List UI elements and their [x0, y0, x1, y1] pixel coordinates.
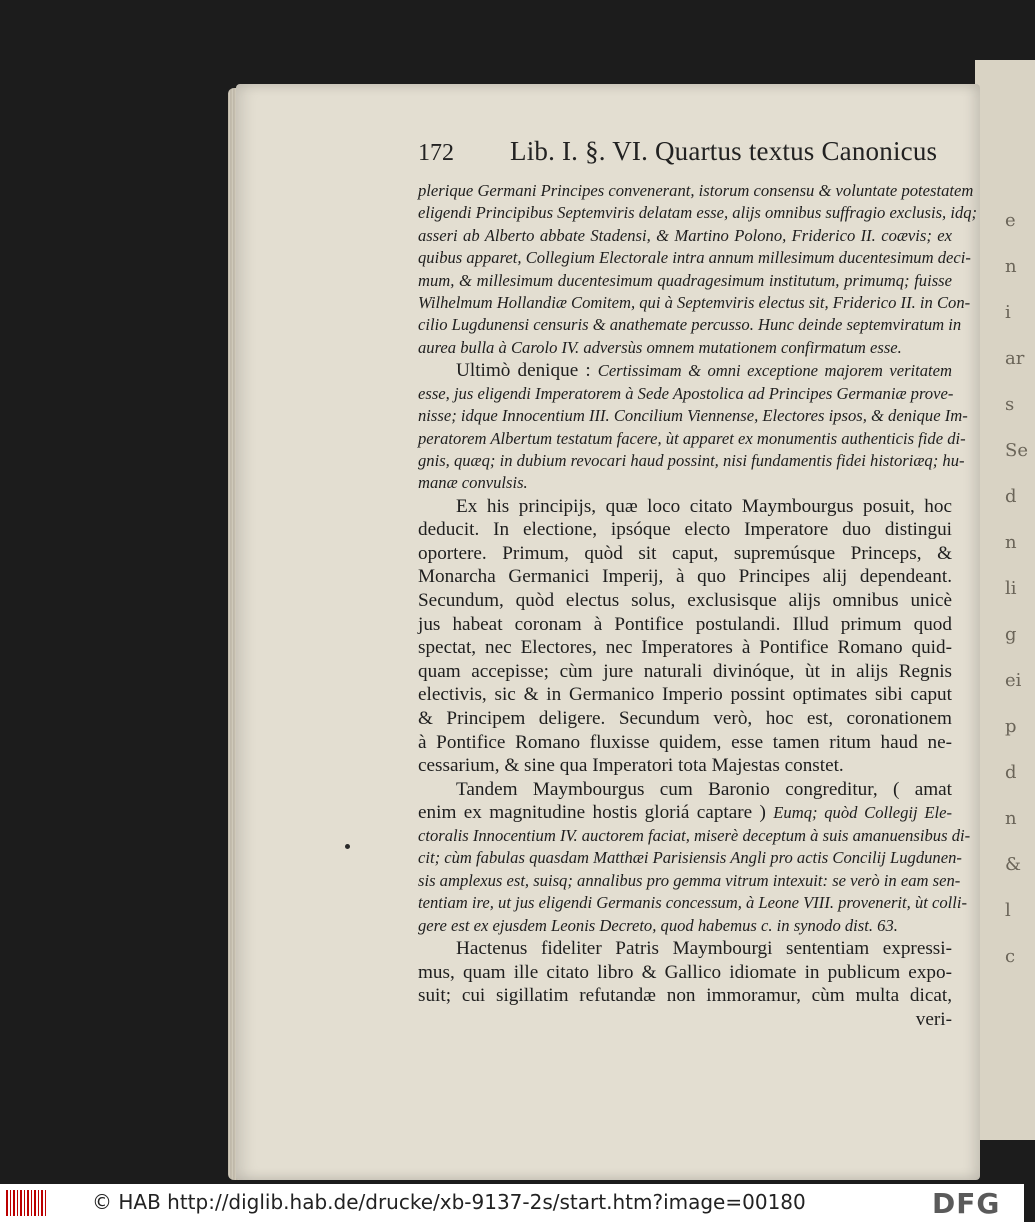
text-line: Wilhelmum Hollandiæ Comitem, qui à Septemviris electus sit, Friderico II. in Con- [418, 292, 971, 312]
dfg-logo: DFG [932, 1187, 1001, 1220]
running-title: Lib. I. §. VI. Quartus textus Canonicus [510, 136, 938, 166]
adjacent-page-fragment: l [1005, 900, 1011, 921]
adjacent-page-fragment: ar [1005, 348, 1025, 369]
text-line: mus, quam ille citato libro & Gallico idiomate in publicum expo- [418, 961, 952, 983]
text-line: aurea bulla à Carolo IV. adversùs omnem mutationem confirmatum esse. [418, 337, 902, 357]
adjacent-page-fragment: & [1005, 854, 1022, 875]
text-line: ctoralis Innocentium IV. auctorem faciat, miserè deceptum à suis amanuensibus di- [418, 825, 971, 845]
text-run: enim ex magnitudine hostis gloriá captare ) [418, 802, 774, 824]
text-line: mum, & millesimum ducentesimum quadragesimum institutum, primumq; fuisse [418, 270, 952, 290]
body-text [418, 180, 978, 1031]
text-line: electivis, sic & in Germanico Imperio possint optimates sibi caput [418, 684, 952, 706]
text-line: sis amplexus est, suisq; annalibus pro gemma vitrum intexuit: se verò in eam sen- [418, 870, 961, 890]
adjacent-page-fragment: ei [1005, 670, 1022, 691]
text-line [418, 359, 952, 383]
text-line: nisse; idque Innocentium III. Concilium Viennense, Electores ipsos, & denique Im- [418, 406, 968, 426]
text-line: suit; cui sigillatim refutandæ non immoramur, cùm multa dicat, [418, 985, 952, 1007]
text-line: gnis, quæq; in dubium revocari haud possint, nisi fundamentis fidei historiæq; hu- [418, 450, 965, 470]
text-line: tentiam ire, ut jus eligendi Germanis concessum, à Leone VIII. provenerit, ùt colli- [418, 893, 968, 913]
adjacent-page-fragment: e [1005, 210, 1016, 231]
text-line: Tandem Maymbourgus cum Baronio congreditur, ( amat [456, 778, 952, 800]
text-run: Ultimò denique : [456, 360, 598, 382]
text-line: eligendi Principibus Septemviris delatam esse, alijs omnibus suffragio exclusis, idq; [418, 203, 978, 223]
text-line: gere est ex ejusdem Leonis Decreto, quod habemus c. in synodo dist. 63. [418, 915, 898, 935]
text-line: asseri ab Alberto abbate Stadensi, & Martino Polono, Friderico II. coævis; ex [418, 225, 952, 245]
footer-bar [0, 1184, 1024, 1222]
book-page [236, 84, 980, 1180]
ink-speck [345, 844, 350, 849]
adjacent-page-fragment: d [1005, 486, 1017, 507]
adjacent-page-fragment: s [1005, 394, 1015, 415]
text-line: Ex his principijs, quæ loco citato Maymbourgus posuit, hoc [456, 495, 952, 517]
page-number: 172 [418, 140, 454, 166]
text-line: cit; cùm fabulas quasdam Matthæi Parisiensis Angli pro actis Concilij Lugdunen- [418, 848, 962, 868]
text-line: spectat, nec Electores, nec Imperatores à Pontifice Romano quid- [418, 637, 952, 659]
text-line: oportere. Primum, quòd sit caput, supremúsque Princeps, & [418, 542, 952, 564]
adjacent-page-fragment: d [1005, 762, 1017, 783]
text-line: Monarcha Germanici Imperij, à quo Principes alij dependeant. [418, 566, 952, 588]
adjacent-page-fragment: n [1005, 808, 1017, 829]
adjacent-page-fragment: n [1005, 532, 1017, 553]
adjacent-page [975, 60, 1035, 1140]
adjacent-page-fragment: li [1005, 578, 1017, 599]
adjacent-page-fragment: c [1005, 946, 1016, 967]
text-line: quam accepisse; cùm jure naturali divinóque, ùt in alijs Regnis [418, 660, 952, 682]
text-line: plerique Germani Principes convenerant, istorum consensu & voluntate potestatem [418, 181, 974, 200]
text-line: peratorem Albertum testatum facere, ùt apparet ex monumentis authenticis fide di- [418, 428, 966, 448]
text-line: jus habeat coronam à Pontifice postulandi. Illud primum quod [418, 613, 952, 635]
adjacent-page-fragment: g [1005, 624, 1017, 645]
adjacent-page-fragment: i [1005, 302, 1011, 323]
text-run-italic: Certissimam & omni exceptione majorem veritatem [597, 361, 952, 381]
text-line: Secundum, quòd electus solus, exclusisque alijs omnibus unicè [418, 590, 952, 612]
text-line: quibus apparet, Collegium Electorale intra annum millesimum ducentesimum deci- [418, 248, 971, 268]
text-line: veri- [915, 1008, 952, 1030]
text-line: cessarium, & sine qua Imperatori tota Majestas constet. [418, 755, 844, 777]
hab-barcode-logo [6, 1190, 48, 1216]
text-run-italic: Eumq; quòd Collegij Ele- [773, 803, 952, 823]
adjacent-page-fragment: n [1005, 256, 1017, 277]
text-line: Hactenus fideliter Patris Maymbourgi sententiam expressi- [456, 937, 952, 959]
text-line: cilio Lugdunensi censuris & anathemate percusso. Hunc deinde septemviratum in [418, 315, 962, 335]
text-line: & Principem deligere. Secundum verò, hoc est, coronationem [418, 708, 952, 730]
adjacent-page-fragment: p [1005, 716, 1017, 737]
text-line: deducit. In electione, ipsóque electo Imperatore duo distingui [418, 519, 952, 541]
adjacent-page-fragment: Se [1005, 440, 1028, 461]
copyright-url[interactable]: © HAB http://diglib.hab.de/drucke/xb-9137-2s/start.htm?image=00180 [92, 1190, 806, 1214]
text-line [418, 801, 952, 825]
text-line: manæ convulsis. [418, 473, 528, 493]
text-line: à Pontifice Romano fluxisse quidem, esse tamen ritum haud ne- [418, 731, 952, 753]
text-line: esse, jus eligendi Imperatorem à Sede Apostolica ad Principes Germaniæ prove- [418, 383, 954, 403]
